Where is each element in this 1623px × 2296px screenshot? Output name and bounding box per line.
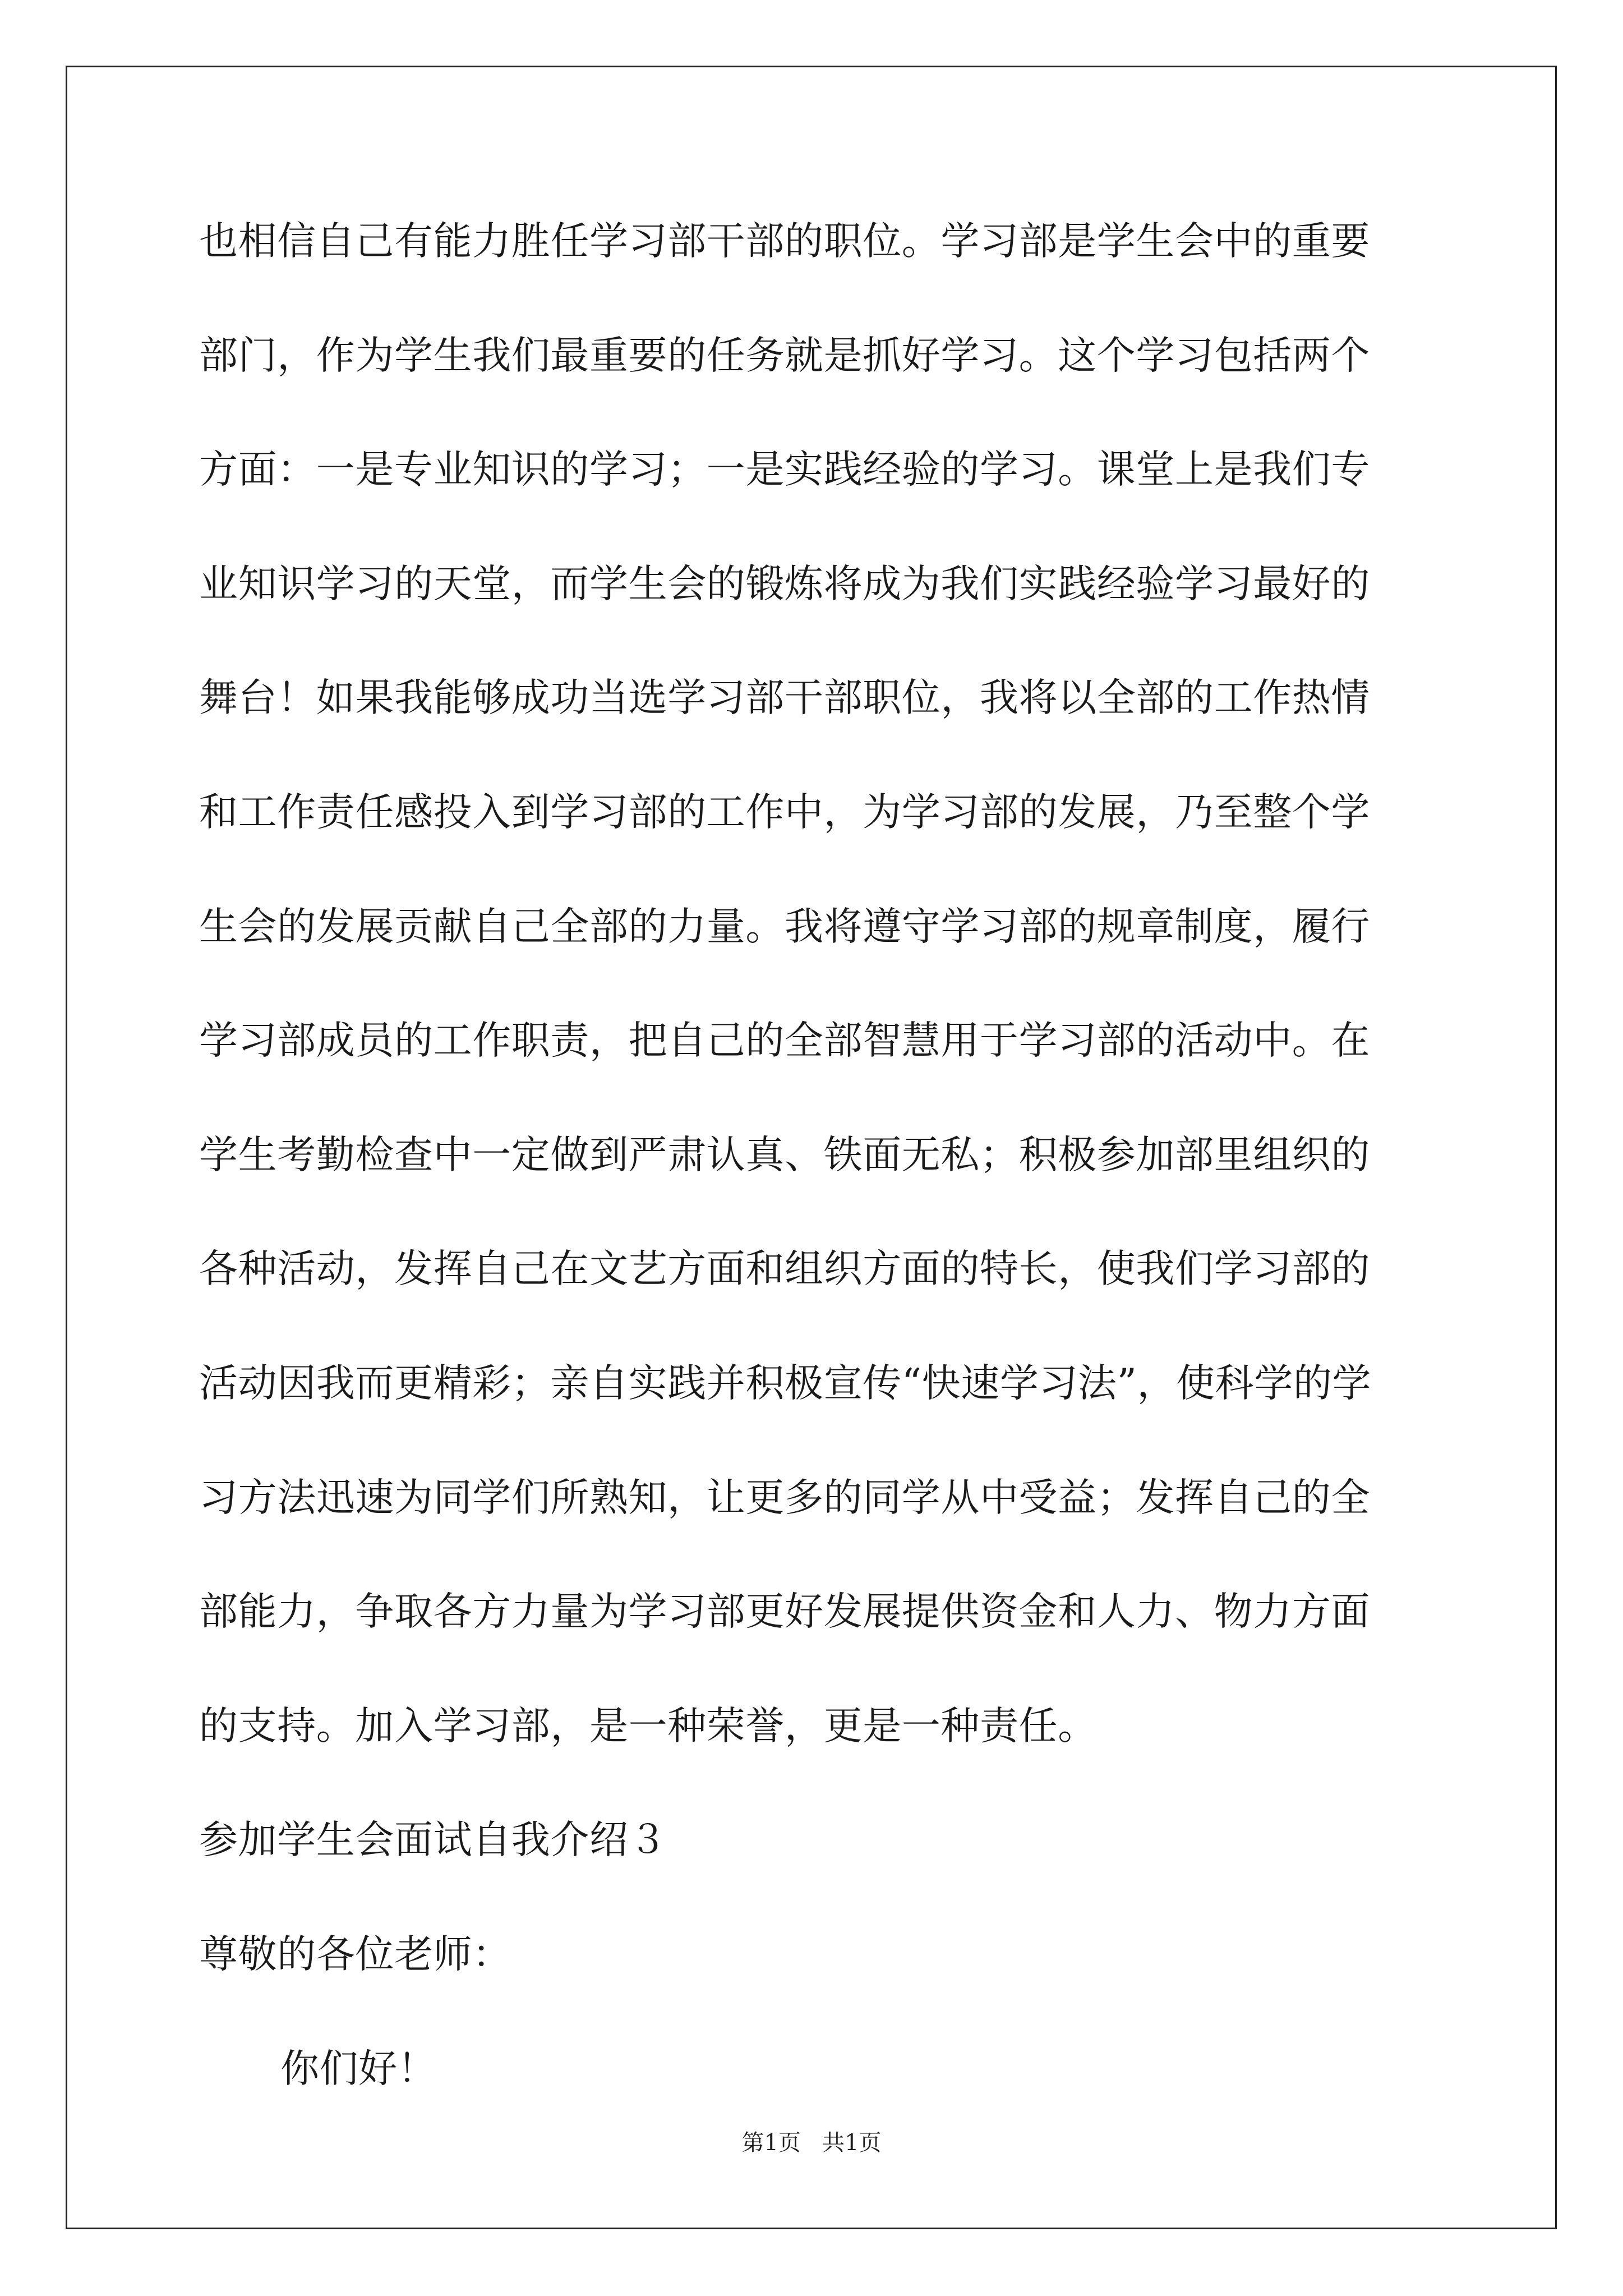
page-number-footer: 第1页 共1页 xyxy=(741,2130,882,2156)
paragraph-line: 学习部成员的工作职责，把自己的全部智慧用于学习部的活动中。在 xyxy=(199,1018,1370,1064)
paragraph-line: 学生考勤检查中一定做到严肃认真、铁面无私；积极参加部里组织的 xyxy=(199,1132,1370,1177)
paragraph-line: 的支持。加入学习部，是一种荣誉，更是一种责任。 xyxy=(199,1703,1097,1749)
greeting: 你们好！ xyxy=(280,2046,437,2091)
paragraph-line: 各种活动，发挥自己在文艺方面和组织方面的特长，使我们学习部的 xyxy=(199,1246,1370,1292)
paragraph-line: 部门，作为学生我们最重要的任务就是抓好学习。这个学习包括两个 xyxy=(199,333,1370,378)
paragraph-line: 业知识学习的天堂，而学生会的锻炼将成为我们实践经验学习最好的 xyxy=(199,561,1370,606)
document-body xyxy=(199,213,1433,2155)
paragraph-line: 舞台！如果我能够成功当选学习部干部职位，我将以全部的工作热情 xyxy=(199,675,1370,721)
paragraph-line: 也相信自己有能力胜任学习部干部的职位。学习部是学生会中的重要 xyxy=(199,219,1370,264)
paragraph-line: 活动因我而更精彩；亲自实践并积极宣传“快速学习法”，使科学的学 xyxy=(199,1360,1372,1406)
paragraph-line: 习方法迅速为同学们所熟知，让更多的同学从中受益；发挥自己的全 xyxy=(199,1475,1370,1520)
paragraph-line: 和工作责任感投入到学习部的工作中，为学习部的发展，乃至整个学 xyxy=(199,789,1370,835)
section-title: 参加学生会面试自我介绍３ xyxy=(199,1818,668,1863)
paragraph-line: 方面：一是专业知识的学习；一是实践经验的学习。课堂上是我们专 xyxy=(199,447,1370,493)
paragraph-line: 生会的发展贡献自己全部的力量。我将遵守学习部的规章制度，履行 xyxy=(199,904,1370,949)
salutation: 尊敬的各位老师： xyxy=(199,1931,511,1977)
paragraph-line: 部能力，争取各方力量为学习部更好发展提供资金和人力、物力方面 xyxy=(199,1589,1370,1635)
